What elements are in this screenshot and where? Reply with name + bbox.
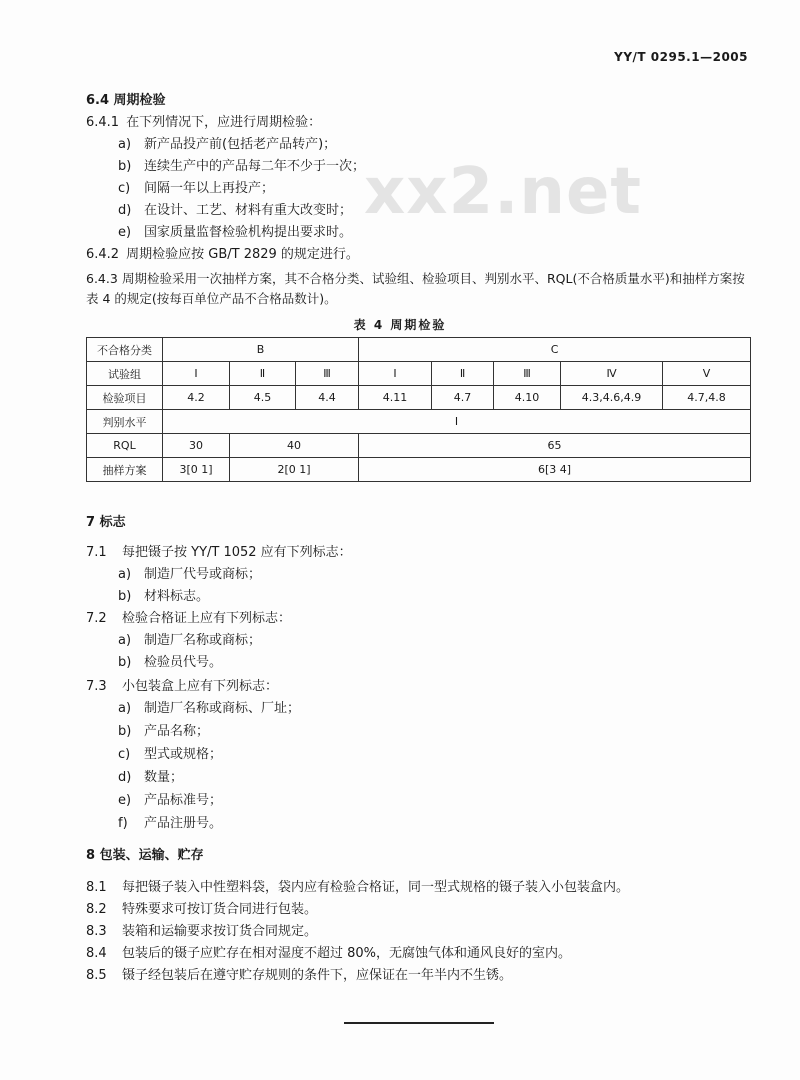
- clause-8-4: [86, 946, 571, 962]
- section-6-4-heading: 6.4 周期检验: [86, 93, 166, 108]
- table-row-items: [87, 386, 751, 410]
- item-mark: a): [118, 633, 132, 648]
- table-row-group: [87, 362, 751, 386]
- item-text: 国家质量监督检验机构提出要求时。: [144, 225, 353, 240]
- cell-rql: 65: [359, 434, 751, 458]
- item-mark: b): [118, 724, 132, 739]
- list-item: [118, 793, 222, 809]
- item-text: 材料标志。: [144, 589, 210, 604]
- row-label-group: 试验组: [87, 362, 163, 386]
- clause-number: 6.4.2: [86, 247, 120, 262]
- list-item: [118, 159, 365, 175]
- cell-plan: 2[0 1]: [230, 458, 359, 482]
- cell-group: Ⅴ: [663, 362, 751, 386]
- item-mark: b): [118, 159, 132, 174]
- item-mark: a): [118, 567, 132, 582]
- cell-group: Ⅲ: [494, 362, 561, 386]
- table-row-plan: [87, 458, 751, 482]
- clause-7-1: [86, 545, 352, 561]
- cell-item: 4.2: [163, 386, 230, 410]
- item-text: 产品注册号。: [144, 816, 223, 831]
- clause-text: 镊子经包装后在遵守贮存规则的条件下，应保证在一年半内不生锈。: [122, 968, 513, 983]
- clause-number: 8.4: [86, 946, 107, 961]
- section-8-heading: 8 包装、运输、贮存: [86, 848, 204, 863]
- row-label-plan: 抽样方案: [87, 458, 163, 482]
- row-label-level: 判别水平: [87, 410, 163, 434]
- clause-6-4-1: [86, 115, 321, 131]
- clause-text: 小包装盒上应有下列标志：: [122, 679, 279, 694]
- item-mark: e): [118, 225, 132, 240]
- clause-number: 7.1: [86, 545, 107, 560]
- list-item: [118, 137, 336, 153]
- clause-text: 周期检验采用一次抽样方案，其不合格分类、试验组、检验项目、判别水平、RQL(不合格质量水平)和抽样方案按表 4 的规定(按每百单位产品不合格品数计)。: [86, 271, 745, 306]
- clause-number: 7.3: [86, 679, 107, 694]
- cell-level: Ⅰ: [163, 410, 751, 434]
- list-item: [118, 747, 222, 763]
- item-text: 制造厂代号或商标；: [144, 567, 262, 582]
- list-item: [118, 655, 222, 671]
- item-text: 制造厂名称或商标；: [144, 633, 262, 648]
- cell-group: Ⅳ: [561, 362, 663, 386]
- clause-number: 8.5: [86, 968, 107, 983]
- list-item: [118, 203, 352, 219]
- clause-text: 特殊要求可按订货合同进行包装。: [122, 902, 318, 917]
- clause-text: 周期检验应按 GB/T 2829 的规定进行。: [126, 247, 359, 262]
- clause-number: 8.3: [86, 924, 107, 939]
- item-mark: d): [118, 770, 132, 785]
- item-mark: e): [118, 793, 132, 808]
- list-item: [118, 770, 183, 786]
- list-item: [118, 724, 209, 740]
- clause-number: 6.4.1: [86, 115, 120, 130]
- cell-item: 4.7: [432, 386, 494, 410]
- clause-text: 每把镊子按 YY/T 1052 应有下列标志：: [122, 545, 352, 560]
- watermark: xx2.net: [364, 155, 642, 229]
- clause-text: 在下列情况下，应进行周期检验：: [126, 115, 322, 130]
- item-text: 在设计、工艺、材料有重大改变时；: [144, 203, 353, 218]
- cell-group: Ⅰ: [359, 362, 432, 386]
- cell-category-c: C: [359, 338, 751, 362]
- standard-code: YY/T 0295.1—2005: [614, 50, 748, 64]
- cell-item: 4.10: [494, 386, 561, 410]
- cell-group: Ⅰ: [163, 362, 230, 386]
- cell-item: 4.4: [296, 386, 359, 410]
- row-label-category: 不合格分类: [87, 338, 163, 362]
- item-mark: b): [118, 589, 132, 604]
- item-mark: f): [118, 816, 128, 831]
- clause-number: 7.2: [86, 611, 107, 626]
- clause-8-2: [86, 902, 317, 918]
- item-text: 连续生产中的产品每二年不少于一次；: [144, 159, 366, 174]
- list-item: [118, 589, 209, 605]
- clause-7-3: [86, 679, 278, 695]
- item-mark: a): [118, 701, 132, 716]
- end-rule: [344, 1022, 494, 1024]
- item-text: 制造厂名称或商标、厂址；: [144, 701, 301, 716]
- table-caption: 表 4 周期检验: [353, 318, 447, 332]
- clause-number: 8.2: [86, 902, 107, 917]
- clause-8-1: [86, 880, 629, 896]
- clause-text: 检验合格证上应有下列标志：: [122, 611, 292, 626]
- table-row-rql: [87, 434, 751, 458]
- item-text: 产品标准号；: [144, 793, 223, 808]
- item-text: 数量；: [144, 770, 184, 785]
- cell-item: 4.3,4.6,4.9: [561, 386, 663, 410]
- clause-text: 每把镊子装入中性塑料袋，袋内应有检验合格证，同一型式规格的镊子装入小包装盒内。: [122, 880, 630, 895]
- clause-6-4-2: [86, 247, 359, 263]
- list-item: [118, 816, 222, 832]
- item-mark: d): [118, 203, 132, 218]
- clause-8-5: [86, 968, 512, 984]
- clause-number: 6.4.3: [86, 271, 118, 286]
- cell-item: 4.7,4.8: [663, 386, 751, 410]
- item-text: 间隔一年以上再投产；: [144, 181, 275, 196]
- item-mark: b): [118, 655, 132, 670]
- item-text: 检验员代号。: [144, 655, 223, 670]
- cell-plan: 3[0 1]: [163, 458, 230, 482]
- cell-rql: 30: [163, 434, 230, 458]
- cell-group: Ⅲ: [296, 362, 359, 386]
- item-text: 型式或规格；: [144, 747, 223, 762]
- item-mark: c): [118, 747, 131, 762]
- clause-8-3: [86, 924, 317, 940]
- cell-rql: 40: [230, 434, 359, 458]
- item-mark: c): [118, 181, 131, 196]
- cell-plan: 6[3 4]: [359, 458, 751, 482]
- clause-text: 装箱和运输要求按订货合同规定。: [122, 924, 318, 939]
- list-item: [118, 181, 274, 197]
- cell-item: 4.11: [359, 386, 432, 410]
- table-row-level: [87, 410, 751, 434]
- list-item: [118, 567, 261, 583]
- cell-item: 4.5: [230, 386, 296, 410]
- clause-number: 8.1: [86, 880, 107, 895]
- cell-group: Ⅱ: [230, 362, 296, 386]
- row-label-rql: RQL: [87, 434, 163, 458]
- clause-6-4-3: [86, 269, 750, 309]
- periodic-inspection-table: [86, 337, 751, 482]
- item-mark: a): [118, 137, 132, 152]
- item-text: 产品名称；: [144, 724, 210, 739]
- table-row-category: [87, 338, 751, 362]
- list-item: [118, 225, 352, 241]
- cell-category-b: B: [163, 338, 359, 362]
- clause-text: 包装后的镊子应贮存在相对湿度不超过 80%，无腐蚀气体和通风良好的室内。: [122, 946, 572, 961]
- list-item: [118, 701, 300, 717]
- item-text: 新产品投产前(包括老产品转产)；: [144, 137, 337, 152]
- cell-group: Ⅱ: [432, 362, 494, 386]
- section-7-heading: 7 标志: [86, 515, 126, 530]
- list-item: [118, 633, 261, 649]
- row-label-items: 检验项目: [87, 386, 163, 410]
- clause-7-2: [86, 611, 291, 627]
